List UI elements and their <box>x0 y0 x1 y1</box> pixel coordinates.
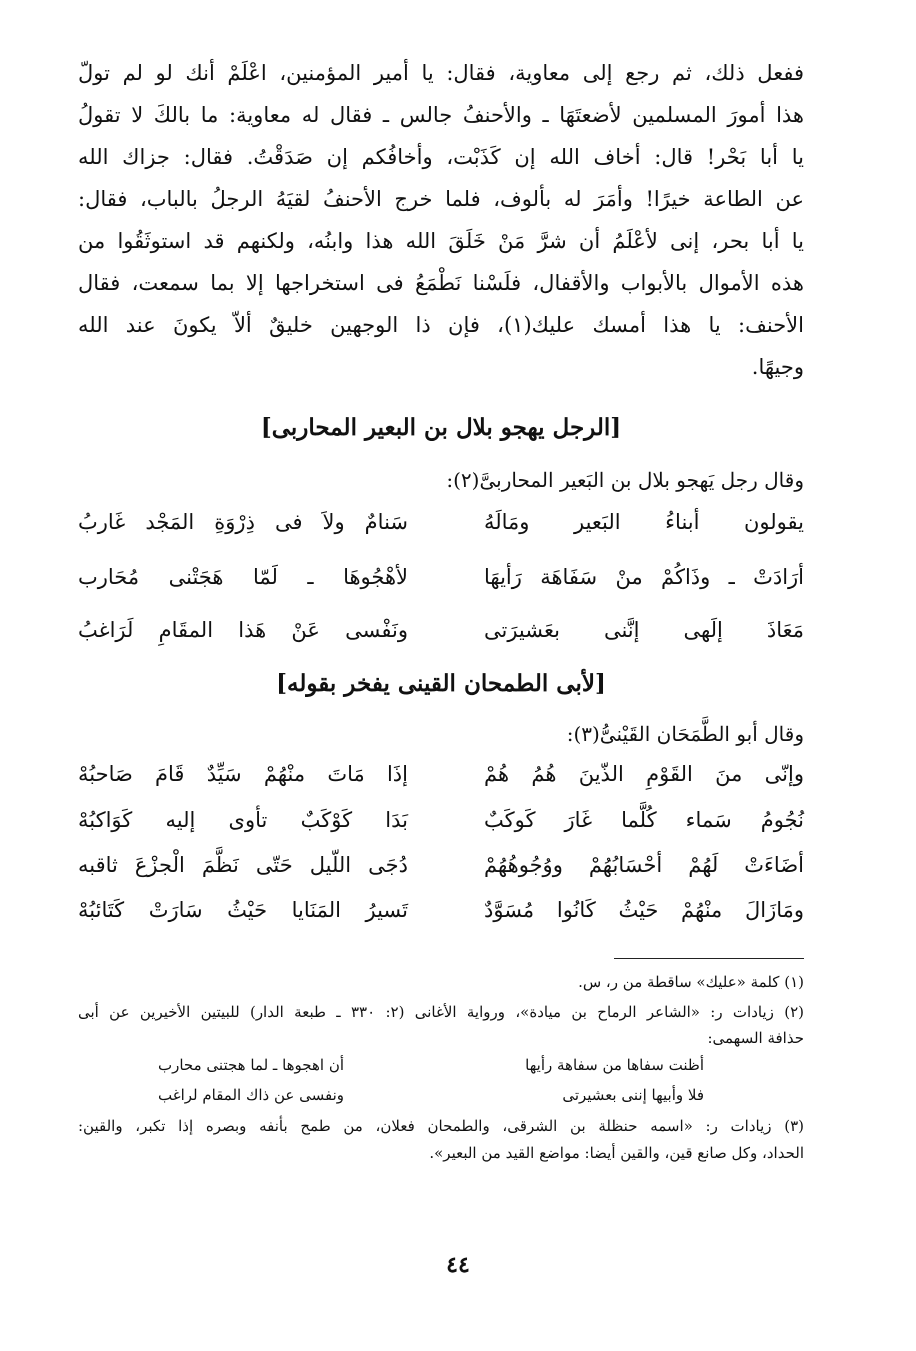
verse-second-hemistich: لأهْجُوهَا ـ لَمّا هَجَتْنى مُحَارب <box>78 565 408 589</box>
verse-line <box>78 762 804 812</box>
prose-line: يا أبا بَحْر! قال: أخاف الله إن كَذَبْت، وأخافُكم إن صَدَقْتُ. فقال: جزاك الله <box>78 145 804 169</box>
verse-first-hemistich: وإنّى منَ القَوْمِ الذّينَ هُمُ هُمْ <box>484 762 804 786</box>
footnote-verse-second-hemistich: ونفسى عن ذاك المقام لراغب <box>158 1086 344 1104</box>
verse-line <box>78 510 804 560</box>
verse-second-hemistich: بَدَا كَوْكَبٌ تأوى إليه كَوَاكبُهْ <box>78 808 408 832</box>
verse-second-hemistich: سَنامٌ ولاَ فى ذِرْوَةِ المَجْد غَاربُ <box>78 510 408 534</box>
footnote-1: (١) كلمة «عليك» ساقطة من ر، س. <box>578 973 804 991</box>
prose-line: ففعل ذلك، ثم رجع إلى معاوية، فقال: يا أمير المؤمنين، اعْلَمْ أنك لو لم تولّ <box>78 61 804 85</box>
prose-line: هذا أمورَ المسلمين لأضعتَهَا ـ والأحنفُ جالس ـ فقال له معاوية: ما بالكَ لا تقولُ <box>78 103 804 127</box>
footnote-verse-second-hemistich: أن اهجوها ـ لما هجتنى محارب <box>158 1056 345 1074</box>
verse-first-hemistich: أرَادَتْ ـ وذَاكُمْ منْ سَفَاهَة رَأيهَا <box>484 565 804 589</box>
prose-line: وجيهًا. <box>751 355 804 379</box>
verse-first-hemistich: يقولون أبناءُ البَعير ومَالَهُ <box>484 510 804 534</box>
footnote-3-line: الحداد، وكل صانع قين، والقين أيضا: مواضع القيد من البعير». <box>429 1144 804 1162</box>
prose-line: يا أبا بحر، إنى لأعْلَمُ أن شرَّ مَنْ خَلَقَ الله هذا وابنُه، ولكنهم قد استوثَقُوا من <box>78 229 804 253</box>
verse-second-hemistich: دُجَى اللّيل حَتّى نَظَّمَ الْجزْعَ ثاقبه <box>78 853 408 877</box>
prose-paragraph <box>78 52 804 388</box>
footnote-3-line: (٣) زيادات ر: «اسمه حنظلة بن الشرقى، والطمحان فعلان، من طمح بأنفه وبصره إذا تكبر، والقين: <box>78 1117 804 1135</box>
prose-line: هذه الأموال بالأبواب والأقفال، فلَسْنا نَطْمَعُ فى استخراجها إلا بما سمعت، فقال <box>78 271 804 295</box>
prose-line: الأحنف: يا هذا أمسك عليك(١)، فإن ذا الوجهين خليقٌ ألاّ يكونَ عند الله <box>78 313 804 337</box>
footnote-2-line: حذافة السهمى: <box>707 1029 804 1047</box>
section-heading-bilal: [الرجل يهجو بلال بن البعير المحاربى] <box>260 414 622 441</box>
section-intro-bilal: وقال رجل يَهجو بلال بن البَعير المحاربىَّ(٢): <box>446 468 804 492</box>
verse-first-hemistich: مَعَاذَ إلَهى إنَّنى بعَشيرَتى <box>484 618 804 642</box>
verse-first-hemistich: نُجُومُ سَماء كُلَّما غَارَ كَوكَبٌ <box>484 808 804 832</box>
footnote-2-line: (٢) زيادات ر: «الشاعر الرماح بن ميادة»، ورواية الأغانى (٢: ٣٣٠ ـ طبعة الدار) للبيتين الأخيرين عن أبى <box>78 1003 804 1021</box>
verse-line <box>78 808 804 858</box>
page-number: ٤٤ <box>446 1252 470 1278</box>
footnote-divider <box>614 958 804 959</box>
verse-first-hemistich: أضَاءَتْ لَهُمْ أحْسَابُهُمْ ووُجُوهُهُمْ <box>484 853 804 877</box>
verse-line <box>78 565 804 615</box>
verse-first-hemistich: ومَازَالَ منْهُمْ حَيْثُ كَانُوا مُسَوَّدٌ <box>484 898 804 922</box>
verse-second-hemistich: إذَا مَاتَ منْهُمْ سَيِّدٌ قَامَ صَاحبُهْ <box>78 762 408 786</box>
section-intro-tamhan: وقال أبو الطَّمَحَان القَيْنىُّ(٣): <box>566 722 804 746</box>
prose-line: عن الطاعة خيرًا! وأمَرَ له بألوف، فلما خرج الأحنفُ لقيَهُ الرجلُ بالباب، فقال: <box>78 187 804 211</box>
verse-second-hemistich: تَسيرُ المَنَايا حَيْثُ سَارَتْ كَتَائبُهْ <box>78 898 408 922</box>
verse-line <box>78 618 804 668</box>
verse-line <box>78 898 804 948</box>
section-heading-tamhan: [لأبى الطمحان القينى يفخر بقوله] <box>276 670 606 697</box>
footnote-verse-first-hemistich: فلا وأبيها إننى بعشيرتى <box>562 1086 704 1104</box>
verse-second-hemistich: ونَفْسى عَنْ هَذا المقَامِ لَرَاغبُ <box>78 618 408 642</box>
footnote-verse-first-hemistich: أظنت سفاها من سفاهة رأيها <box>525 1056 704 1074</box>
verse-line <box>78 853 804 903</box>
